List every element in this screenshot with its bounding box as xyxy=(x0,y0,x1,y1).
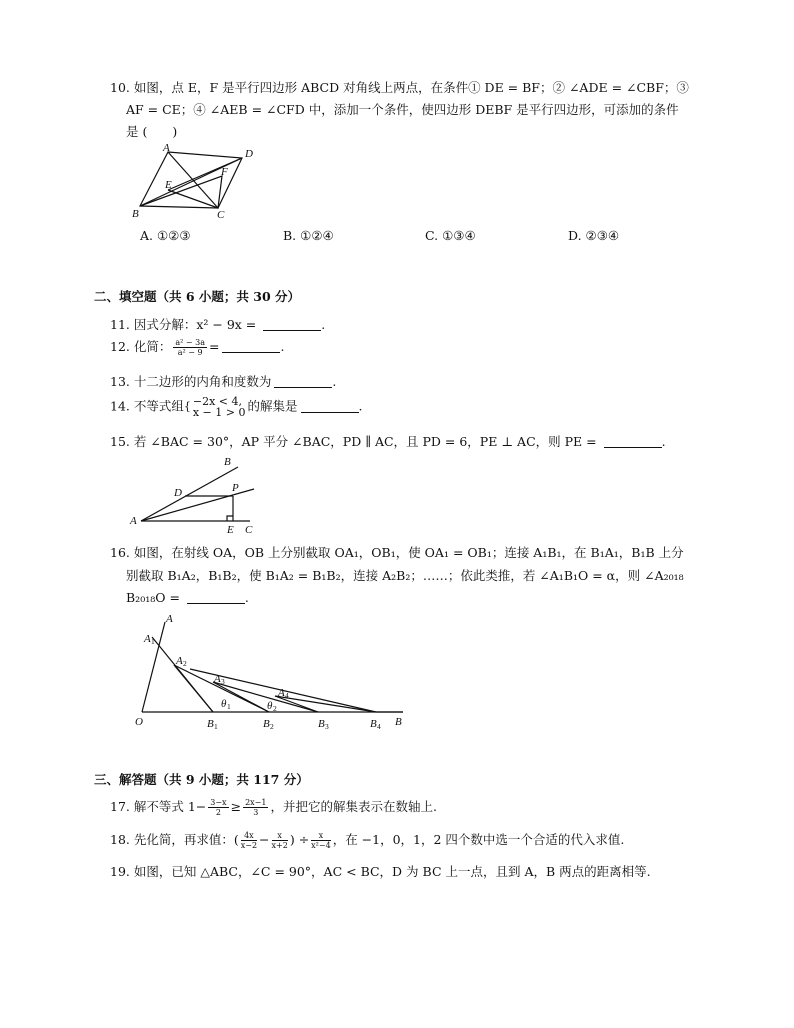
q16-label-A1-sub: 1 xyxy=(151,637,155,646)
q15-text: 15. 若 ∠BAC = 30°，AP 平分 ∠BAC，PD ∥ AC，且 PD = 6，PE ⊥ AC，则 PE = xyxy=(110,434,601,449)
q17 xyxy=(110,797,437,817)
q15-label-P: P xyxy=(232,482,239,494)
q15-label-B: B xyxy=(224,456,231,468)
q10-label-B: B xyxy=(132,208,139,220)
q16-line2: 别截取 B₁A₂，B₁B₂，使 B₁A₂ = B₁B₂，连接 A₂B₂；……；依此类推，若 ∠A₁B₁O = α，则 ∠A₂₀₁₈ xyxy=(126,568,684,583)
q16-label-A2: A xyxy=(176,655,183,667)
q17-suffix: ，并把它的解集表示在数轴上. xyxy=(270,799,437,814)
q16-label-theta1: θ xyxy=(221,698,227,710)
q18-denominator-3: x²−4 xyxy=(311,841,331,850)
q15-label-C: C xyxy=(245,524,253,536)
q18-denominator-1: x−2 xyxy=(240,841,258,850)
q10-label-C: C xyxy=(217,209,225,221)
q16-label-B3: B xyxy=(318,718,325,730)
q14-row2: x − 1 > 0 xyxy=(192,406,246,419)
q12-fraction xyxy=(173,338,207,357)
q16-label-B: B xyxy=(395,716,402,728)
section3-heading: 三、解答题（共 9 小题；共 117 分） xyxy=(94,772,309,787)
q16-label-B1-sub: 1 xyxy=(214,722,218,731)
q18: 18. 先化简，再求值：( $\frac{4x}{x-2}$ − $\frac{x}{x+2}$ ) ÷ $\frac{x}{\text{x²−4}}$ ，在 −1，0，1，2 四个数中选一个合适的代入求值. xyxy=(110,831,625,850)
q16-label-A4-sub: 4 xyxy=(285,691,289,700)
q10-option-c: C. ①③④ xyxy=(425,228,476,243)
q10-option-d: D. ②③④ xyxy=(568,228,620,243)
q14-answer-blank[interactable] xyxy=(301,400,359,413)
q11: 11. 因式分解：x² − 9x = . xyxy=(110,317,326,332)
q18-numerator-1: 4x xyxy=(241,831,257,841)
q17-fraction-2 xyxy=(243,798,268,817)
q18-numerator-2: x xyxy=(272,831,288,841)
q18-fraction-1 xyxy=(241,831,257,850)
q18-prefix: 18. 先化简，再求值：( xyxy=(110,832,239,847)
q18-suffix: ，在 −1，0，1，2 四个数中选一个合适的代入求值. xyxy=(332,832,625,847)
q17-numerator-1: 3−x xyxy=(210,798,227,807)
q15: 15. 若 ∠BAC = 30°，AP 平分 ∠BAC，PD ∥ AC，且 PD = 6，PE ⊥ AC，则 PE = . xyxy=(110,434,666,449)
q16-line3: B₂₀₁₈O = xyxy=(126,590,184,605)
q11-answer-blank[interactable] xyxy=(263,318,321,331)
q16-label-A2-sub: 2 xyxy=(183,659,187,668)
q14-row1: −2x < 4, xyxy=(192,395,242,408)
q16-label-A3-sub: 3 xyxy=(221,677,225,686)
q10-label-E: E xyxy=(165,179,172,191)
q16-line1: 16. 如图，在射线 OA，OB 上分别截取 OA₁，OB₁，使 OA₁ = OB₁；连接 A₁B₁，在 B₁A₁，B₁B 上分 xyxy=(110,545,684,560)
q15-label-A: A xyxy=(130,515,137,527)
q15-label-D: D xyxy=(174,487,182,499)
q18-denominator-2: x+2 xyxy=(271,841,288,850)
q17-denominator-1: 2 xyxy=(215,808,221,817)
q10-parallelogram-figure xyxy=(120,140,270,222)
q17-fraction-1 xyxy=(208,798,228,817)
q14: 14. 不等式组{ −2x < 4, x − 1 > 0 的解集是 . xyxy=(110,395,363,419)
q12-denominator: a² − 9 xyxy=(177,348,203,357)
q15-angle-figure xyxy=(126,454,266,536)
q18-fraction-3 xyxy=(311,831,331,850)
q15-label-E: E xyxy=(227,524,234,536)
q17-mid: ≥ xyxy=(230,799,242,814)
q16-answer-blank[interactable] xyxy=(187,591,245,604)
q16-label-theta2-sub: 2 xyxy=(273,704,277,713)
q14-system xyxy=(193,396,246,418)
q13-answer-blank[interactable] xyxy=(274,375,332,388)
q15-answer-blank[interactable] xyxy=(604,435,662,448)
q18-fraction-2 xyxy=(272,831,288,850)
q16-label-B4: B xyxy=(370,718,377,730)
q14-prefix: 14. 不等式组 xyxy=(110,398,184,414)
q18-mid: ) ÷ xyxy=(289,832,310,847)
q12-answer-blank[interactable] xyxy=(222,340,280,353)
q16-label-A4: A xyxy=(278,687,285,699)
q10-option-b: B. ①②④ xyxy=(283,228,334,243)
q16-triangles-figure xyxy=(130,612,412,732)
q10-line1: 10. 如图，点 E，F 是平行四边形 ABCD 对角线上两点，在条件① DE = BF；② ∠ADE = ∠CBF；③ xyxy=(110,80,689,95)
section2-heading: 二、填空题（共 6 小题；共 30 分） xyxy=(94,289,301,304)
q10-label-A: A xyxy=(163,142,170,154)
q16-label-B4-sub: 4 xyxy=(377,722,381,731)
q13-text: 13. 十二边形的内角和度数为 xyxy=(110,374,272,389)
q16-label-B1: B xyxy=(207,718,214,730)
q12-numerator: a² − 3a xyxy=(175,338,205,347)
q12: 12. 化简： $\frac{\text{a² − 3a}}{\text{a² − 9}}$ = . xyxy=(110,338,285,357)
q17-numerator-2: 2x−1 xyxy=(245,798,267,807)
q16-label-O: O xyxy=(135,716,143,728)
q19-text: 19. 如图，已知 △ABC，∠C = 90°，AC < BC，D 为 BC 上一点，且到 A，B 两点的距离相等. xyxy=(110,864,651,879)
q10-line3: 是 ( ) xyxy=(126,124,178,139)
q16-label-theta1-sub: 1 xyxy=(227,702,231,711)
q10-option-a: A. ①②③ xyxy=(140,228,191,243)
q10-line2: AF = CE；④ ∠AEB = ∠CFD 中，添加一个条件，使四边形 DEBF 是平行四边形，可添加的条件 xyxy=(126,102,679,117)
q16-line3-wrap: B₂₀₁₈O = . xyxy=(126,590,249,605)
q13: 13. 十二边形的内角和度数为 . xyxy=(110,374,337,389)
q16-label-A: A xyxy=(166,613,173,625)
q12-suffix: = xyxy=(208,339,220,354)
q10-label-D: D xyxy=(245,148,253,160)
q17-prefix: 17. 解不等式 1− xyxy=(110,799,207,814)
q17-denominator-2: 3 xyxy=(253,808,259,817)
q12-prefix: 12. 化简： xyxy=(110,339,172,354)
q16-label-B2: B xyxy=(263,718,270,730)
q14-brace: { xyxy=(183,400,191,413)
q10-label-F: F xyxy=(221,166,228,178)
q16-label-B2-sub: 2 xyxy=(270,722,274,731)
q16-label-theta2: θ xyxy=(267,700,273,712)
q16-label-B3-sub: 3 xyxy=(325,722,329,731)
q16-label-A1: A xyxy=(144,633,151,645)
q11-text: 11. 因式分解：x² − 9x = xyxy=(110,317,261,332)
q18-numerator-3: x xyxy=(311,831,331,841)
q14-suffix: 的解集是 xyxy=(247,398,298,414)
q16-label-A3: A xyxy=(214,673,221,685)
